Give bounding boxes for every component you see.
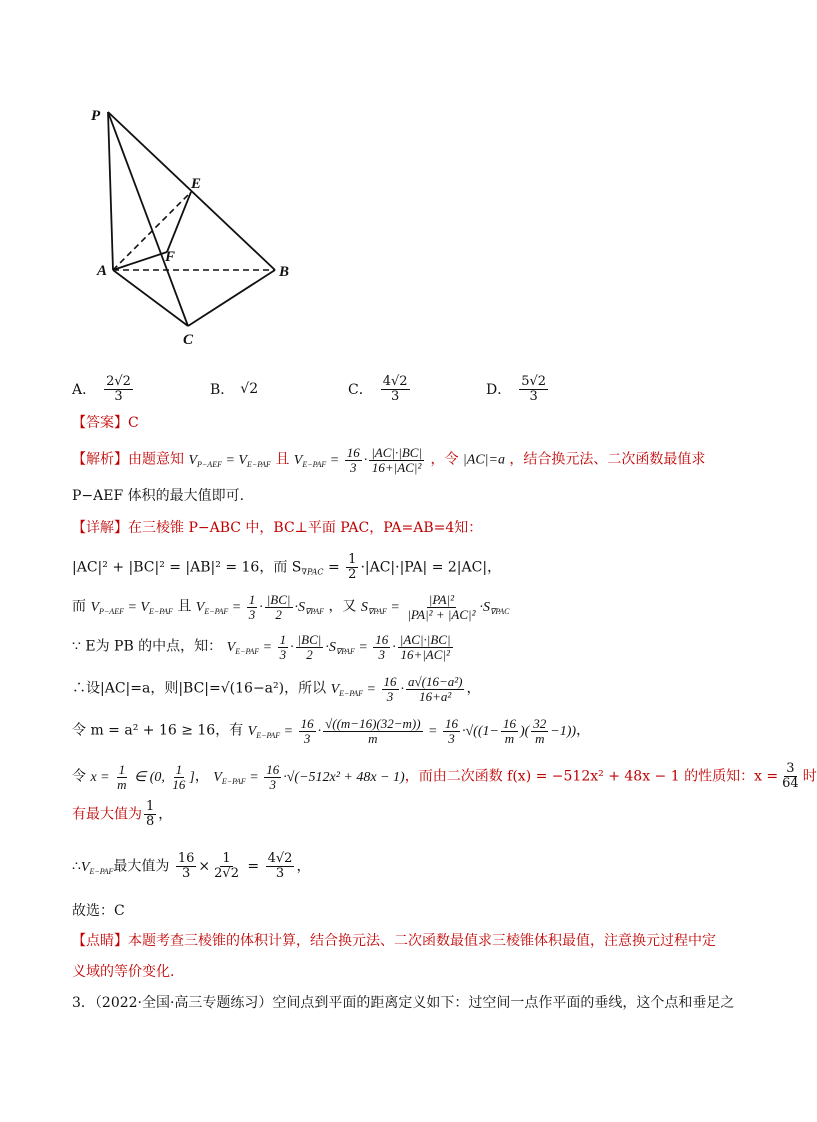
option-d-fraction [519, 375, 548, 404]
detail-text-5a: ∴设|AC|=a，则|BC|=√(16−a²)，所以 [72, 680, 327, 697]
label-c: C [183, 332, 194, 348]
label-b: B [279, 264, 290, 280]
option-d-letter: D． [486, 382, 512, 398]
analysis-tag: 【解析】 [72, 451, 128, 468]
option-c-letter: C． [348, 382, 373, 398]
analysis-text-3: ，令 [430, 451, 459, 468]
detail-line-1 [72, 518, 482, 538]
option-c-fraction [381, 375, 410, 404]
label-e: E [191, 176, 202, 192]
analysis-line-2 [72, 486, 244, 506]
label-p: P [91, 108, 101, 124]
detail-line-3: 而 $V_{P-AEF} = V_{E-PAF}$ 且 $V_{E-PAF}$ = $\frac{1}{3}$ · $\frac{|BC|}{2}$ $\cdot S_{\nabla PAF}$ ，又 $S_{\nabla PAF}$ = $\frac{\text{|PA|²}}{\text{|PA|² + |AC|²}}$ $\cdot S_{\nabla PAC}$ [72, 592, 510, 622]
detail-line-7: 令 x = $\frac{1}{m}$ ∈ (0, $\frac{1}{16}$ ]， $V_{E-PAF}$ = $\frac{16}{3}$ ·√(−512x² + 48x − 1)，而由二次函数 f(x) = −512x² + 48x − 1 的性质知：x = $\frac{3}{64}$ 时 [72, 761, 817, 792]
next-question-line [72, 993, 734, 1013]
option-a-letter: A． [72, 382, 97, 398]
detail-text-7c: 时 [802, 768, 817, 785]
answer-line [72, 413, 139, 433]
detail-line-5: ∴设|AC|=a，则|BC|=√(16−a²)，所以 $V_{E-PAF}$ = $\frac{16}{3}$ · $\frac{\text{a√(16−a²)}}{\text{16+a²}}$ ， [72, 674, 481, 704]
comment-line-2 [72, 962, 174, 982]
detail-text-2c: ·|AC|·|PA| = 2|AC|， [360, 559, 502, 576]
detail-line-8: 有最大值为 $\frac{1}{8}$ ， [72, 799, 173, 829]
analysis-math-3: |AC|=a [462, 452, 505, 468]
answer-value: C [128, 415, 139, 431]
detail-text-2b: = [323, 559, 345, 576]
analysis-math-1: $V_{P-AEF} = V_{E-PAF}$ [188, 452, 271, 469]
detail-tag: 【详解】 [72, 520, 128, 536]
analysis-text-5: P−AEF 体积的最大值即可. [72, 488, 245, 504]
detail-text-7a: 令 [72, 768, 86, 785]
detail-text-1: 在三棱锥 P−ABC 中，BC⊥平面 PAC，PA=AB=4知： [128, 520, 483, 536]
pyramid-figure [85, 100, 305, 350]
detail-text-6a: 令 m = a² + 16 ≥ 16，有 [72, 722, 244, 739]
answer-tag: 【答案】 [72, 415, 128, 431]
option-a[interactable] [72, 370, 135, 408]
detail-text-3b: 且 [177, 598, 192, 615]
option-c-num: 4√2 [382, 373, 408, 389]
pyramid-diagram [85, 100, 305, 350]
detail-line-2: |AC|² + |BC|² = |AB|² = 16，而 $S_{\nabla PAC}$ = $\frac{1}{2}$ ·|AC|·|PA| = 2|AC|， [72, 552, 502, 582]
analysis-text-4: ，结合换元法、二次函数最值求 [509, 451, 706, 468]
option-b-letter: B． [210, 382, 235, 398]
option-a-den: 3 [114, 388, 123, 404]
detail-line-9: $\therefore V_{E-PAF}$最大值为 $\frac{16}{3}$ × $\frac{1}{2√2}$ = $\frac{4√2}{3}$ ， [72, 851, 311, 881]
comment-line-1 [72, 931, 716, 951]
detail-line-4: ∵ E为 PB 的中点，知： $V_{E-PAF}$ = $\frac{1}{3}$ · $\frac{|BC|}{2}$ $\cdot S_{\nabla PAF}$ = $\frac{16}{3}$ · $\frac{|AC|\cdot|BC|}{\text{16+|AC|²}}$ [72, 632, 451, 662]
detail-final-text: 故选：C [72, 903, 125, 919]
option-b[interactable] [210, 370, 258, 408]
detail-text-9b: 最大值为 [113, 858, 170, 875]
detail-final [72, 901, 125, 921]
analysis-math-2: $V_{E-PAF}$ = $\frac{16}{3}$ · $\frac{|AC|\cdot|BC|}{\text{16+|AC|²}}$ [293, 445, 423, 475]
analysis-text-2: 且 [275, 451, 290, 468]
detail-text-3a: 而 [72, 598, 86, 615]
edge-cb [188, 270, 275, 326]
comment-text-2: 义域的等价变化. [72, 964, 175, 980]
detail-text-4a: ∵ E为 PB 的中点，知： [72, 638, 223, 655]
detail-text-3c: ，又 [328, 598, 357, 615]
label-a: A [97, 263, 108, 279]
detail-text-8: 有最大值为 [72, 806, 142, 823]
analysis-text-1: 由题意知 [128, 451, 184, 468]
label-f: F [165, 249, 176, 265]
option-b-value: √2 [240, 381, 259, 397]
edge-pc [108, 112, 188, 326]
detail-line-6: 令 m = a² + 16 ≥ 16，有 $V_{E-PAF}$ = $\frac{16}{3}$ · $\frac{√((m-16)(32-m))}{m}$ = $\frac{16}{3}$ ·√((1− $\frac{16}{m}$ )( $\frac{32}{m}$ −1))， [72, 716, 591, 746]
option-d-num: 5√2 [521, 373, 547, 389]
option-d[interactable] [486, 370, 550, 408]
edge-fe [167, 192, 191, 252]
detail-text-9a: ∴ [72, 858, 81, 875]
detail-text-7b: ，而由二次函数 f(x) = −512x² + 48x − 1 的性质知：x = [404, 768, 779, 785]
option-a-num: 2√2 [106, 373, 131, 389]
option-c[interactable] [348, 370, 412, 408]
option-c-den: 3 [390, 388, 400, 404]
option-a-fraction [104, 375, 133, 404]
answer-options [72, 370, 672, 408]
comment-text-1: 本题考查三棱锥的体积计算，结合换元法、二次函数最值求三棱锥体积最值，注意换元过程中定 [128, 933, 716, 949]
edge-pa [108, 112, 113, 270]
comment-tag: 【点睛】 [72, 933, 128, 949]
analysis-line-1 [72, 446, 705, 475]
option-d-den: 3 [529, 388, 538, 404]
edge-ae-dashed [113, 192, 191, 270]
next-question-text: 3．（2022·全国·高三专题练习）空间点到平面的距离定义如下：过空间一点作平面的垂线，这个点和垂足之 [72, 995, 735, 1011]
detail-text-2a: |AC|² + |BC|² = |AB|² = 16，而 S [72, 559, 302, 576]
